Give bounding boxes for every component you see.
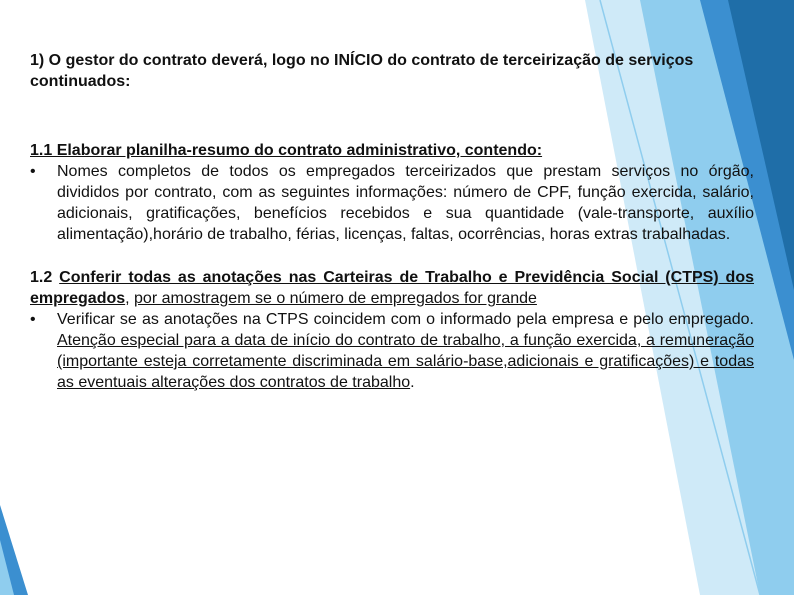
section-2-number: 1.2 — [30, 269, 60, 286]
slide-heading: 1) O gestor do contrato deverá, logo no INÍCIO do contrato de terceirização de serviços continuados: — [30, 52, 694, 90]
section-2-title — [30, 267, 754, 309]
section-2-bullet-end: . — [410, 374, 415, 391]
section-2-title-bold: Conferir todas as anotações nas Carteiras de Trabalho e Previdência Social (CTPS) dos empregados — [30, 269, 755, 307]
section-1-bullet-text: Nomes completos de todos os empregados terceirizados que prestam serviços no órgão, divididos por contrato, com as seguintes informações: número de CPF, função exercida, salário, adicionais, gratificações, benefícios recebidos e sua quantidade (vale-transporte, auxílio alimentação),horário de trabalho, férias, licenças, faltas, ocorrências, horas extras trabalhadas. — [57, 163, 754, 243]
section-2-bullets — [30, 309, 754, 393]
section-1-bullets — [30, 161, 754, 245]
section-2-bullet-underlined: Atenção especial para a data de início do contrato de trabalho, a função exercida, a remuneração (importante esteja corretamente discriminada em salário-base,adicionais e gratificações) e todas as eventuais alterações dos contratos de trabalho — [57, 332, 754, 391]
section-2-title-comma: , — [125, 290, 135, 307]
section-2-title-sample: por amostragem se o número de empregados for grande — [134, 290, 537, 307]
section-1-title — [30, 140, 754, 161]
bullet-mark: • — [30, 163, 36, 180]
slide-content — [30, 50, 754, 393]
section-2-bullet-plain: Verificar se as anotações na CTPS coincidem com o informado pela empresa e pelo empregado. — [57, 311, 754, 328]
section-1-title-text: 1.1 Elaborar planilha-resumo do contrato administrativo, contendo: — [30, 142, 543, 159]
bullet-mark: • — [30, 311, 36, 328]
list-item — [30, 309, 754, 393]
list-item — [30, 161, 754, 245]
